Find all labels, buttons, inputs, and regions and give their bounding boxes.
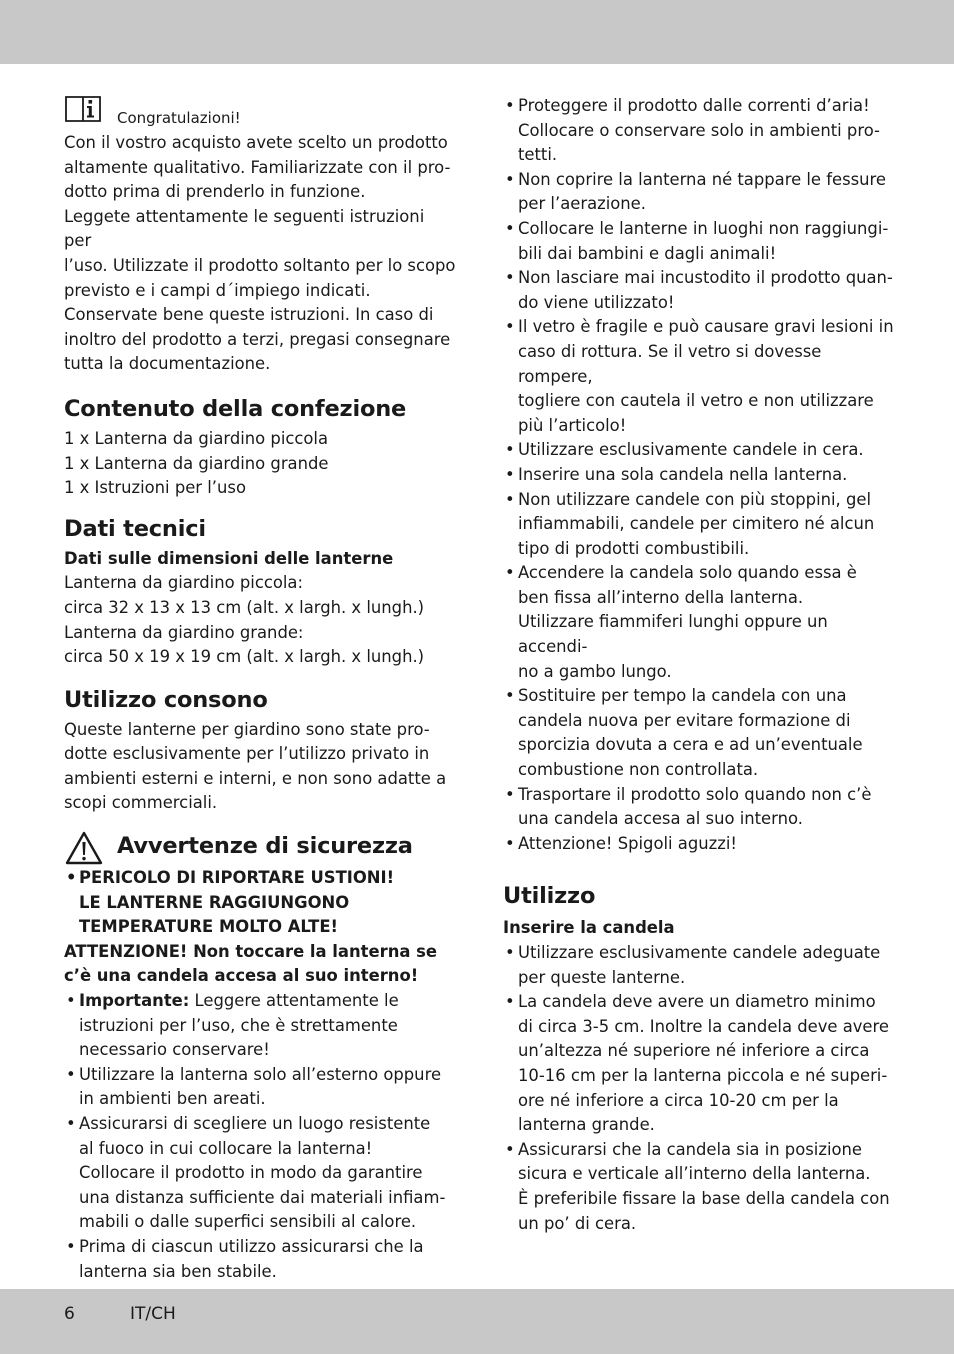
safety-item [503, 783, 895, 832]
safety-line: una candela accesa al suo interno. [518, 809, 803, 829]
danger-item [64, 866, 456, 940]
important-text: istruzioni per l’uso, che è strettamente [79, 1015, 398, 1035]
safety-item-important [64, 989, 456, 1063]
intended-use-paragraph [64, 718, 456, 816]
important-label: Importante: [79, 991, 190, 1011]
safety-item [503, 217, 895, 266]
safety-line: Inserire una sola candela nella lanterna. [518, 464, 848, 484]
safety-line: Trasportare il prodotto solo quando non c’è [518, 784, 872, 804]
safety-line: in ambienti ben areati. [79, 1089, 266, 1109]
danger-line: PERICOLO DI RIPORTARE USTIONI! [79, 868, 395, 888]
safety-item [503, 266, 895, 315]
usage-line: sicura e verticale all’interno della lanterna. [518, 1164, 871, 1184]
contents-item: 1 x Istruzioni per l’uso [64, 478, 246, 498]
safety-heading: Avvertenze di sicurezza [117, 833, 413, 860]
safety-line: sporcizia dovuta a cera e ad un’eventuale [518, 735, 863, 755]
safety-line: no a gambo lungo. [518, 661, 672, 681]
safety-line: Proteggere il prodotto dalle correnti d’aria! [518, 96, 870, 115]
safety-line: candela nuova per evitare formazione di [518, 710, 851, 730]
safety-line: Prima di ciascun utilizzo assicurarsi che la [79, 1236, 424, 1256]
safety-item [64, 1235, 456, 1284]
usage-line: lanterna grande. [518, 1115, 655, 1135]
safety-item [503, 488, 895, 562]
intro-line: Leggete attentamente le seguenti istruzioni per [64, 206, 425, 251]
use-line: scopi commerciali. [64, 793, 218, 813]
usage-line: Assicurarsi che la candela sia in posizione [518, 1139, 862, 1159]
usage-subheading: Inserire la candela [503, 918, 675, 938]
intro-line: tutta la documentazione. [64, 354, 271, 374]
safety-line: Sostituire per tempo la candela con una [518, 686, 847, 706]
usage-line: per queste lanterne. [518, 967, 686, 987]
intro-line: previsto e i campi d´impiego indicati. [64, 280, 371, 300]
safety-line: caso di rottura. Se il vetro si dovesse rompere, [518, 341, 822, 386]
safety-line: infiammabili, candele per cimitero né alcun [518, 514, 875, 534]
use-line: ambienti esterni e interni, e non sono adatte a [64, 768, 447, 788]
safety-item [503, 438, 895, 463]
safety-line: Attenzione! Spigoli aguzzi! [518, 833, 737, 853]
usage-item [503, 941, 895, 990]
safety-heading-row [64, 832, 456, 860]
safety-line: lanterna sia ben stabile. [79, 1261, 277, 1281]
safety-line: Non coprire la lanterna né tappare le fessure [518, 169, 887, 189]
safety-line: combustione non controllata. [518, 760, 759, 780]
safety-item [503, 315, 895, 438]
safety-line: tipo di prodotti combustibili. [518, 538, 750, 558]
safety-line: Collocare o conservare solo in ambienti pro- [518, 120, 880, 140]
important-text: Leggere attentamente le [189, 991, 399, 1011]
right-column [503, 94, 895, 1236]
contents-item: 1 x Lanterna da giardino piccola [64, 428, 329, 448]
attention-line: ATTENZIONE! Non toccare la lanterna se [64, 941, 437, 961]
page-number: 6 [64, 1304, 75, 1324]
safety-item [503, 168, 895, 217]
safety-list [64, 989, 456, 1284]
contents-list [64, 427, 456, 501]
contents-item: 1 x Lanterna da giardino grande [64, 453, 329, 473]
safety-line: ben fissa all’interno della lanterna. [518, 587, 804, 607]
safety-line: togliere con cautela il vetro e non utilizzare [518, 391, 874, 411]
congrats-text: Congratulazioni! [117, 109, 241, 127]
safety-line: tetti. [518, 145, 558, 165]
safety-item [503, 463, 895, 488]
safety-line: bili dai bambini e dagli animali! [518, 243, 777, 263]
safety-item [503, 832, 895, 857]
use-line: Queste lanterne per giardino sono state pro- [64, 719, 430, 739]
safety-item [64, 1063, 456, 1112]
safety-line: Utilizzare la lanterna solo all’esterno oppure [79, 1064, 442, 1084]
safety-line: Assicurarsi di scegliere un luogo resistente [79, 1114, 431, 1133]
safety-item [503, 561, 895, 684]
intro-line: dotto prima di prenderlo in funzione. [64, 182, 366, 202]
attention-note [64, 940, 456, 989]
tech-heading: Dati tecnici [64, 515, 206, 542]
safety-line: Il vetro è fragile e può causare gravi lesioni in [518, 317, 894, 337]
intro-line: Conservate bene queste istruzioni. In caso di [64, 305, 434, 325]
safety-list-continued [503, 94, 895, 856]
attention-line: c’è una candela accesa al suo interno! [64, 966, 419, 986]
tech-line: circa 50 x 19 x 19 cm (alt. x largh. x lungh.) [64, 647, 425, 667]
safety-line: mabili o dalle superfici sensibili al calore. [79, 1212, 417, 1232]
safety-line: Non utilizzare candele con più stoppini, gel [518, 489, 872, 509]
safety-line: più l’articolo! [518, 415, 627, 435]
usage-list [503, 941, 895, 1236]
danger-list [64, 866, 456, 940]
usage-line: È preferibile fissare la base della candela con [518, 1188, 890, 1208]
intro-line: altamente qualitativo. Familiarizzate con il pro- [64, 157, 451, 177]
tech-line: Lanterna da giardino grande: [64, 622, 304, 642]
safety-item [503, 684, 895, 782]
usage-line: Utilizzare esclusivamente candele adeguate [518, 943, 881, 962]
info-book-icon [64, 94, 102, 124]
tech-line: circa 32 x 13 x 13 cm (alt. x largh. x lungh.) [64, 597, 425, 617]
intro-paragraph [64, 131, 456, 377]
usage-line: di circa 3-5 cm. Inoltre la candela deve avere [518, 1016, 889, 1036]
usage-line: ore né inferiore a circa 10-20 cm per la [518, 1090, 839, 1110]
locale-label: IT/CH [130, 1304, 176, 1324]
safety-line: Utilizzare esclusivamente candele in cera. [518, 440, 864, 460]
intro-line: l’uso. Utilizzate il prodotto soltanto per lo scopo [64, 255, 456, 275]
use-line: dotte esclusivamente per l’utilizzo privato in [64, 744, 430, 764]
danger-line: TEMPERATURE MOLTO ALTE! [79, 917, 339, 937]
tech-subheading: Dati sulle dimensioni delle lanterne [64, 548, 394, 568]
safety-line: Accendere la candela solo quando essa è [518, 563, 857, 583]
safety-line: per l’aerazione. [518, 194, 646, 214]
safety-line: al fuoco in cui collocare la lanterna! [79, 1138, 373, 1158]
safety-line: Collocare il prodotto in modo da garantire [79, 1163, 423, 1183]
safety-line: una distanza sufficiente dai materiali infiam- [79, 1187, 446, 1207]
safety-line: Collocare le lanterne in luoghi non raggiungi- [518, 218, 889, 238]
safety-line: Non lasciare mai incustodito il prodotto quan- [518, 268, 893, 288]
usage-item [503, 1138, 895, 1236]
usage-line: un po’ di cera. [518, 1213, 637, 1233]
usage-line: 10-16 cm per la lanterna piccola e né superi- [518, 1065, 888, 1085]
tech-data [64, 571, 456, 669]
usage-item [503, 990, 895, 1138]
important-text: necessario conservare! [79, 1040, 270, 1060]
left-column [64, 94, 456, 1284]
usage-heading: Utilizzo [503, 883, 596, 910]
intro-line: inoltro del prodotto a terzi, pregasi consegnare [64, 329, 451, 349]
danger-line: LE LANTERNE RAGGIUNGONO [79, 892, 350, 912]
safety-item [503, 94, 895, 168]
warning-triangle-icon [64, 830, 104, 866]
safety-line: do viene utilizzato! [518, 292, 675, 312]
intro-line: Con il vostro acquisto avete scelto un prodotto [64, 133, 448, 152]
safety-line: Utilizzare fiammiferi lunghi oppure un accendi- [518, 612, 828, 657]
usage-line: un’altezza né superiore né inferiore a circa [518, 1041, 870, 1061]
header-bar [0, 0, 954, 64]
contents-heading: Contenuto della confezione [64, 395, 407, 422]
tech-line: Lanterna da giardino piccola: [64, 573, 303, 593]
usage-line: La candela deve avere un diametro minimo [518, 992, 876, 1012]
safety-item [64, 1112, 456, 1235]
congrats-row [64, 94, 456, 128]
intended-use-heading: Utilizzo consono [64, 686, 268, 713]
